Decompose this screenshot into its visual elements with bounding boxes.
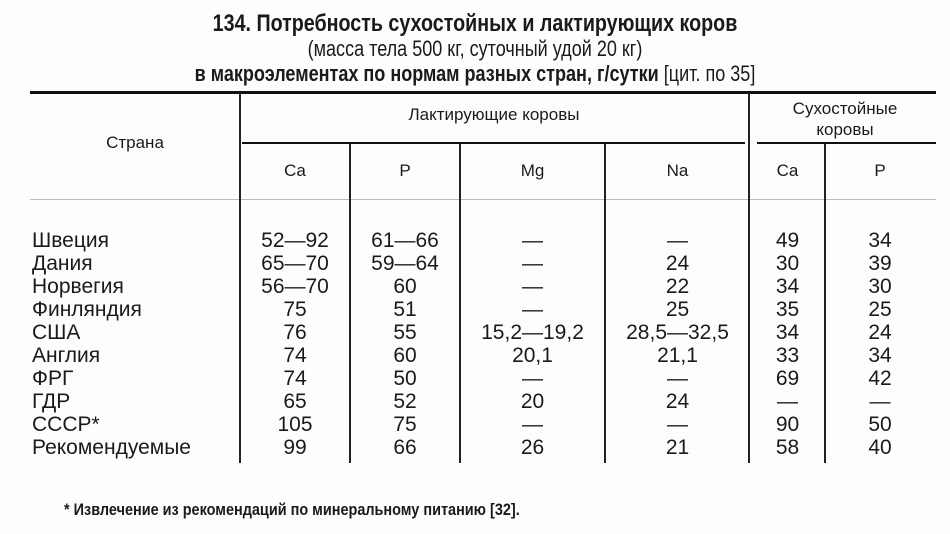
value-cell: 59—64 (371, 252, 439, 275)
value-cell: 99 (283, 436, 307, 459)
value-cell: 30 (775, 252, 800, 275)
country-cell: Швеция (32, 229, 109, 252)
table-row (0, 229, 950, 252)
table-row (0, 252, 950, 275)
value-cell: 20 (520, 390, 545, 413)
value-cell: — (777, 390, 798, 413)
value-cell: 74 (283, 367, 307, 390)
value-cell: 56—70 (261, 275, 329, 298)
value-cell: 15,2—19,2 (481, 321, 584, 344)
country-cell: Рекомендуемые (32, 436, 191, 459)
value-cell: 60 (393, 344, 417, 367)
value-cell: — (522, 275, 543, 298)
table-row (0, 344, 950, 367)
value-cell: — (522, 367, 543, 390)
value-cell: 51 (393, 298, 417, 321)
value-cell: — (667, 229, 688, 252)
dry-subrule (757, 142, 936, 144)
value-cell: 24 (665, 252, 690, 275)
value-cell: 55 (393, 321, 417, 344)
value-cell: 49 (775, 229, 800, 252)
value-cell: 50 (393, 367, 417, 390)
table-row (0, 413, 950, 436)
country-cell: США (32, 321, 81, 344)
value-cell: 69 (775, 367, 800, 390)
value-cell: 34 (868, 229, 892, 252)
value-cell: — (522, 252, 543, 275)
value-cell: 60 (393, 275, 417, 298)
value-cell: 39 (868, 252, 892, 275)
table-subtitle-units (86, 61, 865, 87)
header-col-mg: Mg (520, 161, 545, 180)
citation: [цит. по 35] (663, 61, 756, 86)
table-row (0, 275, 950, 298)
value-cell: 65—70 (261, 252, 329, 275)
table-row (0, 367, 950, 390)
value-cell: 33 (775, 344, 800, 367)
value-cell: 65 (283, 390, 307, 413)
value-cell: 58 (775, 436, 800, 459)
table-title: 134. Потребность сухостойных и лактирующих коров (212, 10, 738, 37)
value-cell: 105 (277, 413, 313, 436)
header-col-dry-ca: Ca (776, 161, 799, 180)
value-cell: 25 (665, 298, 690, 321)
header-lactating: Лактирующие коровы (408, 105, 580, 124)
table-subtitle: (масса тела 500 кг, суточный удой 20 кг) (307, 36, 643, 61)
value-cell: 90 (775, 413, 800, 436)
value-cell: 75 (283, 298, 307, 321)
value-cell: 76 (283, 321, 307, 344)
country-cell: Дания (32, 252, 93, 275)
value-cell: — (869, 390, 891, 413)
value-cell: 42 (868, 367, 892, 390)
value-cell: 52 (393, 390, 417, 413)
header-bottom-rule (30, 199, 936, 200)
value-cell: — (667, 413, 688, 436)
value-cell: 40 (868, 436, 892, 459)
country-cell: Финляндия (32, 298, 142, 321)
value-cell: 24 (665, 390, 690, 413)
header-dry: Сухостойные коровы (792, 99, 898, 139)
header-col-dry-p: P (874, 161, 886, 180)
value-cell: — (667, 367, 688, 390)
value-cell: 21,1 (657, 344, 698, 367)
value-cell: 28,5—32,5 (626, 321, 729, 344)
country-cell: Норвегия (32, 275, 124, 298)
value-cell: 20,1 (512, 344, 553, 367)
table-row (0, 298, 950, 321)
value-cell: 30 (868, 275, 892, 298)
value-cell: 34 (775, 275, 800, 298)
country-cell: ФРГ (32, 367, 74, 390)
lactating-subrule (242, 142, 745, 144)
country-cell: СССР* (32, 413, 100, 436)
table-row (0, 390, 950, 413)
value-cell: — (522, 298, 543, 321)
value-cell: 34 (775, 321, 800, 344)
units-text: в макроэлементах по нормам разных стран, г/сутки (194, 61, 659, 86)
header-col-p: P (399, 161, 411, 180)
value-cell: 26 (520, 436, 545, 459)
table-row (0, 321, 950, 344)
header-col-na: Na (666, 161, 689, 180)
header-country: Страна (106, 133, 164, 152)
value-cell: 24 (868, 321, 892, 344)
value-cell: 25 (868, 298, 892, 321)
top-rule (30, 91, 936, 94)
value-cell: 75 (393, 413, 417, 436)
value-cell: 74 (283, 344, 307, 367)
value-cell: 66 (393, 436, 417, 459)
footnote: * Извлечение из рекомендаций по минеральному питанию [32]. (64, 500, 520, 519)
value-cell: — (522, 229, 543, 252)
table-row (0, 436, 950, 459)
country-cell: ГДР (32, 390, 71, 413)
value-cell: 22 (665, 275, 690, 298)
value-cell: — (522, 413, 543, 436)
value-cell: 50 (868, 413, 892, 436)
value-cell: 21 (665, 436, 690, 459)
value-cell: 61—66 (371, 229, 439, 252)
country-cell: Англия (32, 344, 101, 367)
value-cell: 52—92 (261, 229, 329, 252)
header-col-ca: Ca (284, 161, 306, 180)
value-cell: 35 (775, 298, 800, 321)
value-cell: 34 (868, 344, 892, 367)
